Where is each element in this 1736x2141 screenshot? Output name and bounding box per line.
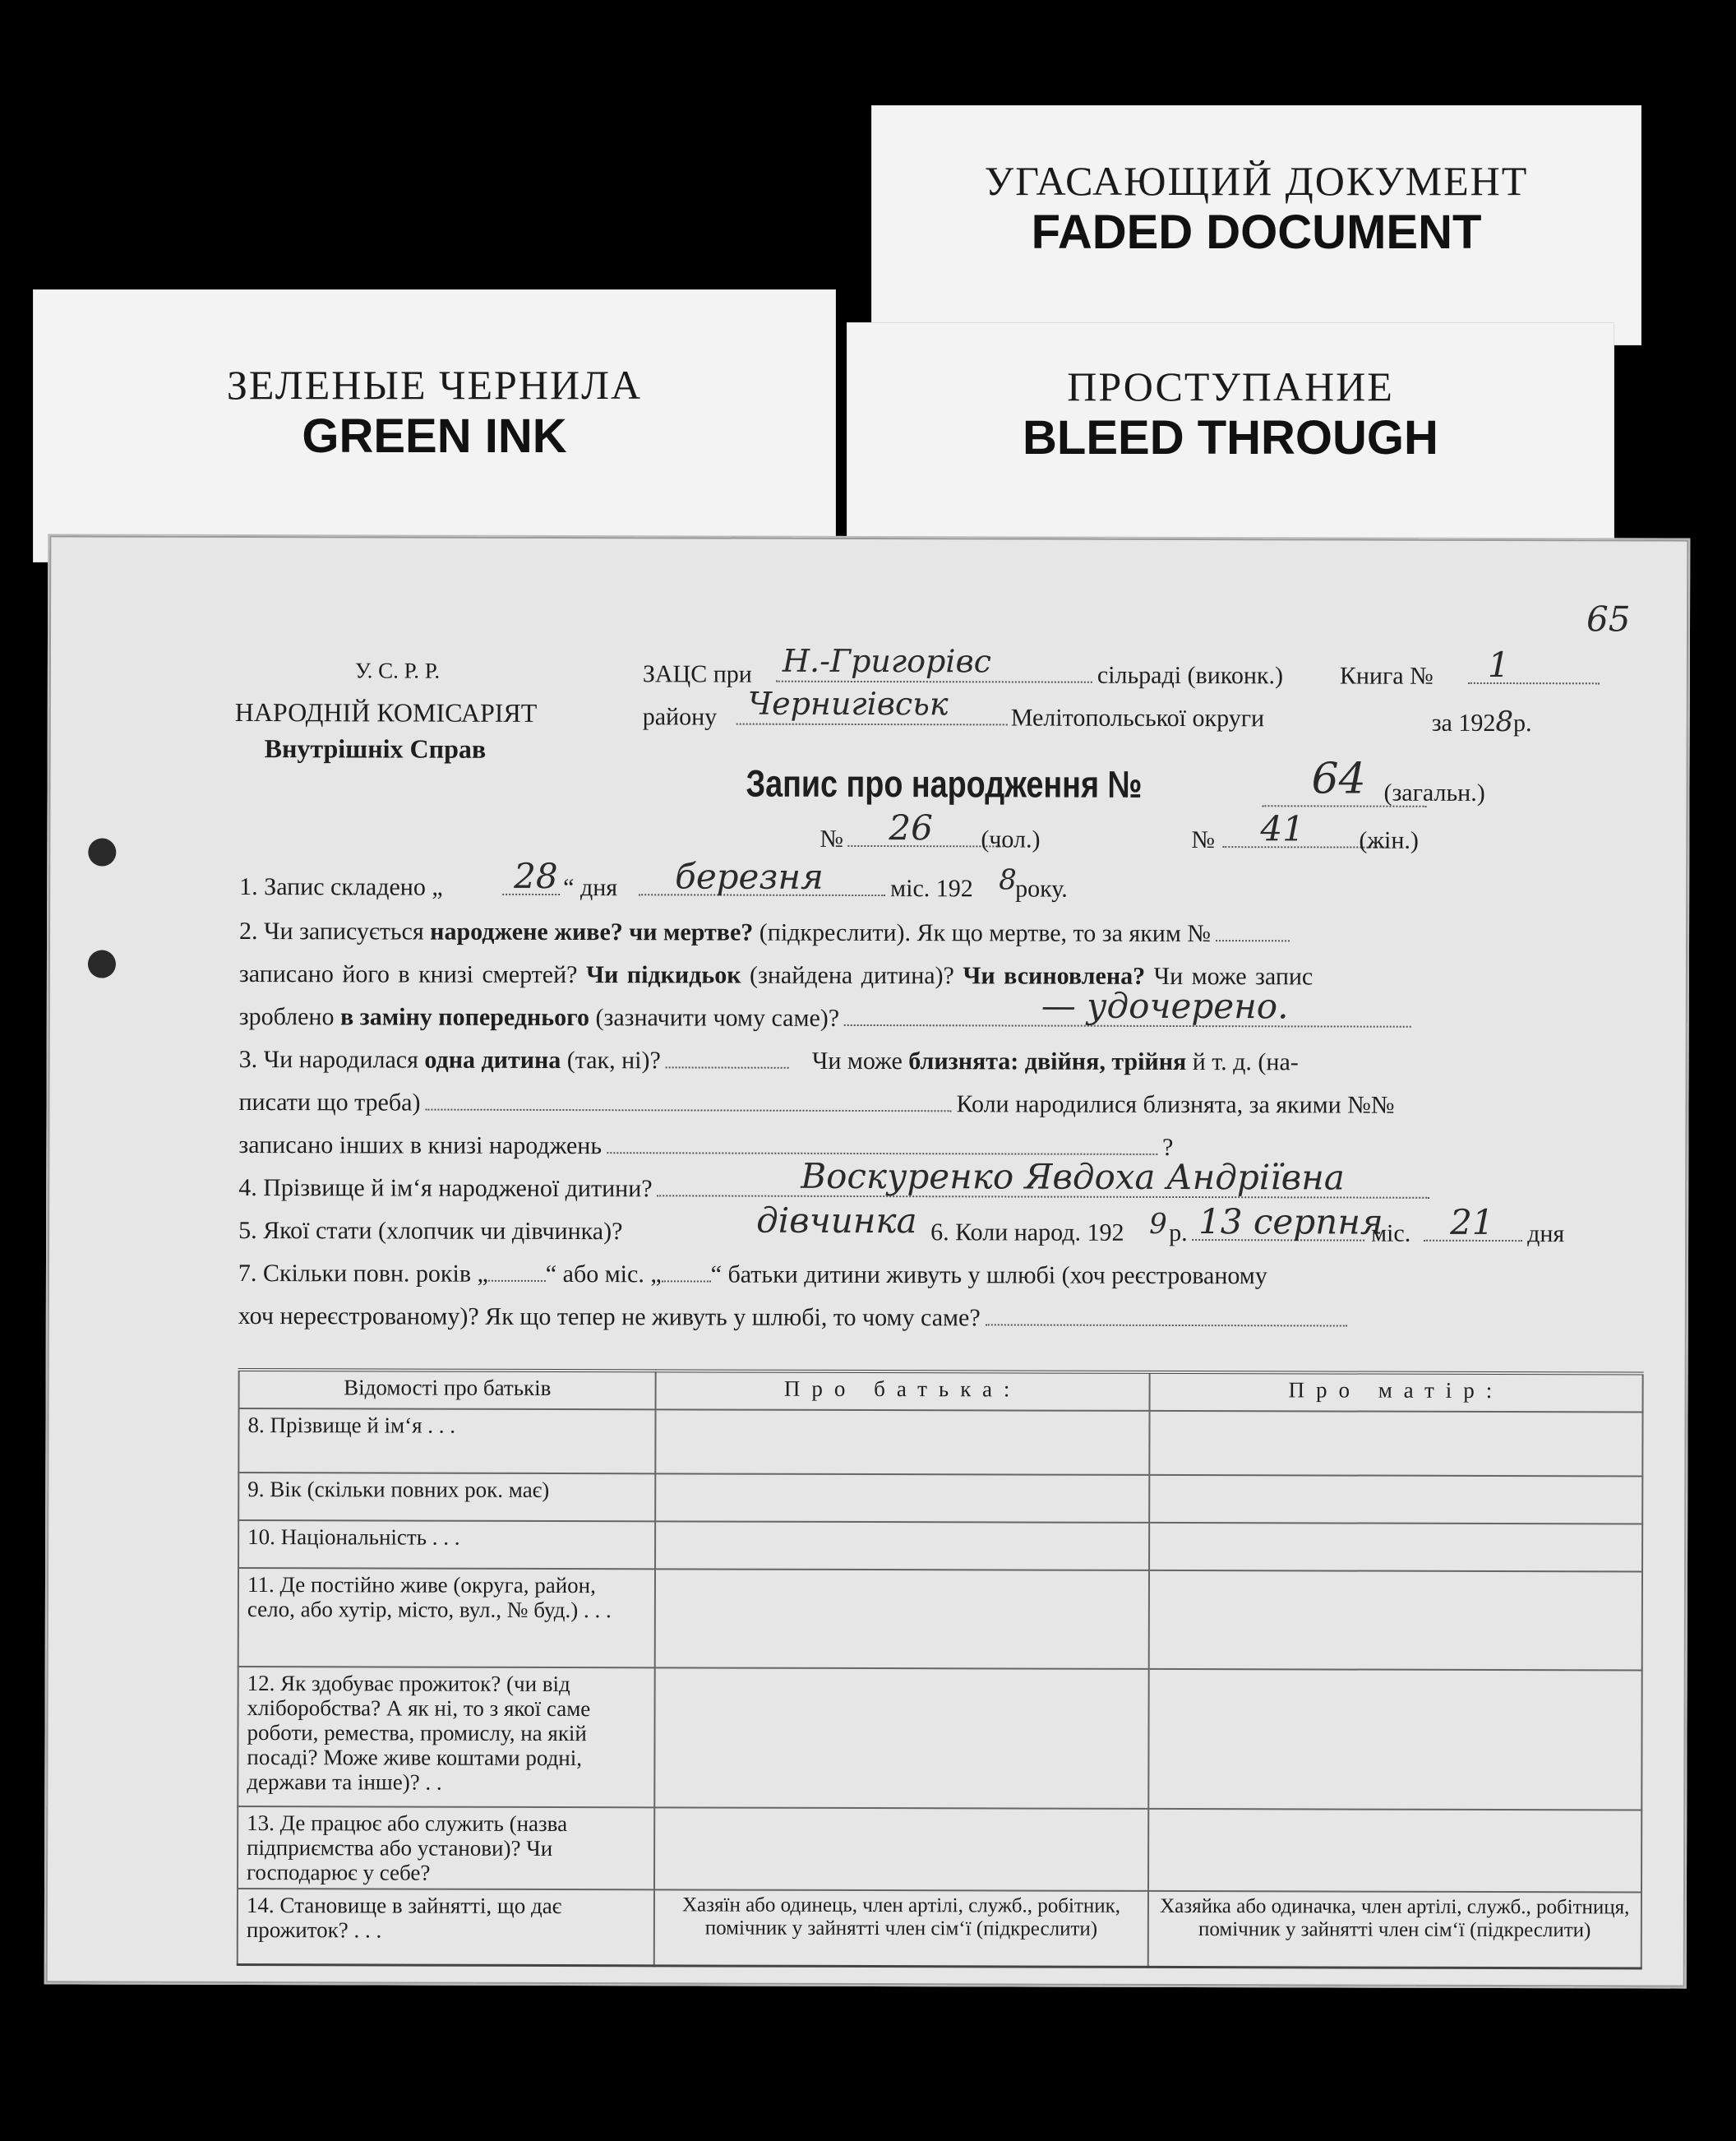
birth-month-hw: 13 серпня [1198,1201,1383,1242]
record-month-hw: березня [675,856,824,897]
birth-day-hw: 21 [1450,1201,1494,1242]
item-2-line-2: записано його в книзі смертей? Чи підкидьок (знайдена дитина)? Чи всиновлена? Чи може запис [238,960,1314,991]
year-end-label: р. [1512,710,1532,738]
table-row-label: 13. Де працює або служить (назва підприємства або установи)? Чи господарює у себе? [238,1806,655,1889]
item-5-label: 5. Якої стати (хлопчик чи дівчинка)? [238,1216,623,1246]
item-1-day: “ дня [563,874,618,902]
item-4-label: 4. Прізвище й ім‘я народженої дитини? [238,1174,1429,1205]
table-header: Відомості про батьків [239,1370,657,1409]
item-6-year: р. [1169,1218,1188,1247]
village-council-hw: Н.-Григорівс [782,642,991,680]
rayonu-label: району [642,703,718,731]
parents-table [237,1368,1644,1969]
item-2-line-1: 2. Чи записується народжене живе? чи мертве? (підкреслити). Як що мертве, то за яким № [239,918,1290,948]
father-cell[interactable] [656,1473,1149,1523]
table-header: Про батька: [656,1371,1149,1411]
item-3-line-1: 3. Чи народилася одна дитина (так, ні)? Чи може близнята: двійня, трійня й т. д. (на- [238,1045,1299,1076]
male-number-hw: 26 [889,807,933,849]
item-2-line-3: зроблено в заміну попереднього (зазначити чому саме)? [239,1003,1411,1034]
district-hw: Чернигівськ [747,685,949,723]
table-row-label: 9. Вік (скільки повних рок. має) [238,1473,656,1521]
mother-cell[interactable] [1149,1411,1642,1477]
faded-label-ru: УГАСАЮЩИЙ ДОКУМЕНТ [984,158,1529,204]
adoption-note-hw: — удочерено. [1041,985,1289,1027]
female-no-sign: № [1191,826,1216,854]
punch-hole [88,950,116,978]
bleed-label-ru: ПРОСТУПАНИЕ [1067,363,1394,409]
mother-employment-options[interactable]: Хазяйка або одиначка, член артілі, служб., робітниця, помічник у зайнятті член сім‘ї (підкреслити) [1147,1891,1641,1968]
table-row-label: 14. Становище в зайнятті, що дає прожиток? . . . [238,1889,655,1965]
father-cell[interactable] [654,1807,1148,1891]
male-no-sign: № [820,825,844,853]
table-row-label: 10. Національність . . . [238,1520,656,1569]
green-ink-label [33,289,836,562]
mother-cell[interactable] [1149,1475,1642,1524]
item-6-month: міс. [1371,1219,1411,1247]
table-row-label: 12. Як здобуває прожиток? (чи від хліборобства? А як ні, то з якої саме роботи, ремества, промислу, на якій посаді? Може живе коштами родні, держави та інше)? . . [238,1667,655,1807]
item-6-day: дня [1527,1220,1565,1248]
mother-cell[interactable] [1149,1523,1642,1572]
usrr: У. С. Р. Р. [354,658,441,683]
father-cell[interactable] [655,1521,1148,1570]
record-title: Запис про народження № [746,761,1143,806]
faded-document-label [871,105,1641,345]
record-day-hw: 28 [514,855,558,897]
record-year-hw: 8 [999,863,1017,897]
book-number-hw: 1 [1487,644,1510,686]
item-1-year: року. [1015,875,1068,903]
item-3-line-3: записано інших в книзі народжень ? [238,1131,1174,1161]
table-row-label: 8. Прізвище й ім‘я . . . [238,1408,656,1473]
green-label-ru: ЗЕЛЕНЫЕ ЧЕРНИЛА [226,362,643,408]
female-number-hw: 41 [1260,808,1304,849]
mother-cell[interactable] [1148,1570,1642,1671]
commissariat: НАРОДНІЙ КОМІСАРІЯТ [234,696,538,728]
zacs-label: ЗАЦС при [642,660,752,688]
birth-year-hw: 9 [1149,1207,1167,1241]
okruhy-label: Мелітопольської округи [1010,704,1265,733]
knyha-label: Книга № [1339,662,1434,690]
birth-record-form [44,534,1691,1988]
bleed-label-en: BLEED THROUGH [1023,411,1438,465]
item-1-month: міс. 192 [890,875,973,903]
mother-cell[interactable] [1148,1669,1642,1810]
faded-label-en: FADED DOCUMENT [1031,206,1482,259]
sex-hw: дівчинка [756,1200,917,1242]
item-7-line-1: 7. Скільки повн. років „ “ або міс. „ “ батьки дитини живуть у шлюбі (хоч реєстрованому [238,1259,1267,1290]
table-row-label: 11. Де постійно живе (округа, район, село, або хутір, місто, вул., № буд.) . . . [238,1568,656,1667]
record-number-hw: 64 [1311,754,1366,804]
item-7-line-2: хоч нереєстрованому)? Як що тепер не живуть у шлюбі, то чому саме? [238,1302,1347,1334]
father-cell[interactable] [655,1667,1149,1809]
child-name-hw: Воскуренко Явдоха Андріївна [801,1155,1345,1198]
corner-number-hw: 65 [1586,599,1631,640]
year-hw: 8 [1495,705,1514,739]
green-label-en: GREEN INK [302,409,567,463]
female-label: (жін.) [1359,826,1419,854]
zahaln-label: (загальн.) [1383,779,1485,807]
father-cell[interactable] [656,1409,1149,1475]
bleed-through-label [847,322,1614,571]
table-header: Про матір: [1149,1372,1642,1413]
father-cell[interactable] [655,1569,1149,1669]
department: Внутрішніх Справ [264,733,487,764]
mother-cell[interactable] [1148,1809,1642,1893]
item-6-label: 6. Коли народ. 192 [930,1218,1124,1246]
punch-hole [88,839,116,867]
male-label: (чол.) [981,825,1041,853]
item-3-line-2: писати що треба) Коли народилися близнята, за якими №№ [238,1088,1395,1119]
year-label: за 192 [1431,709,1496,737]
item-1-label: 1. Запис складено „ [239,872,443,901]
silradi-label: сільраді (виконк.) [1097,661,1284,690]
father-employment-options[interactable]: Хазяїн або одинець, член артілі, служб., робітник, помічник у зайнятті член сім‘ї (підкреслити) [654,1889,1148,1967]
